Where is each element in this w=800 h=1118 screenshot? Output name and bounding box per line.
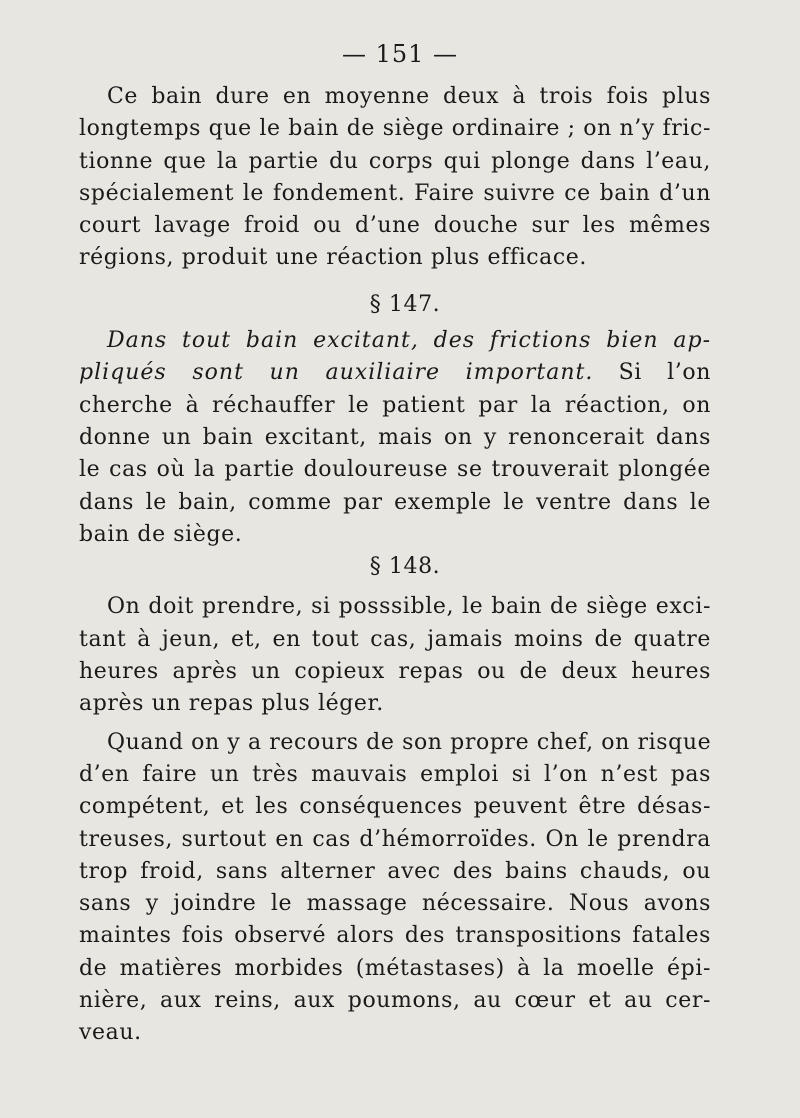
italic-text: Dans tout bain excitant, des frictions bien ap- <box>107 328 711 354</box>
text-line: tionne que la partie du corps qui plonge dans l’eau, <box>79 148 711 174</box>
text-line: spécialement le fondement. Faire suivre ce bain d’un <box>79 180 711 206</box>
text-line: On doit prendre, si posssible, le bain de siège exci- <box>107 594 711 620</box>
text-line: maintes fois observé alors des transpositions fatales <box>79 923 711 949</box>
text-line <box>79 357 711 389</box>
italic-text: pliqués sont un auxiliaire important. <box>79 360 594 386</box>
page-body <box>79 81 711 1050</box>
text-line: sans y joindre le massage nécessaire. Nous avons <box>79 891 711 917</box>
text-line: tant à jeun, et, en tout cas, jamais moins de quatre <box>79 626 711 652</box>
paragraph-1 <box>79 81 711 275</box>
paragraph-4 <box>79 727 711 1050</box>
text-line: bain de siège. <box>79 521 243 547</box>
text-run: Si l’on <box>618 360 712 386</box>
text-line: Ce bain dure en moyenne deux à trois fois plus <box>107 84 711 109</box>
text-line: heures après un copieux repas ou de deux heures <box>79 659 711 685</box>
text-line: le cas où la partie douloureuse se trouverait plongée <box>79 457 711 483</box>
text-line: d’en faire un très mauvais emploi si l’on n’est pas <box>79 761 711 787</box>
text-line: trop froid, sans alterner avec des bains chauds, ou <box>79 858 711 884</box>
text-line: longtemps que le bain de siège ordinaire ; on n’y fric- <box>79 116 711 142</box>
paragraph-2 <box>79 325 711 551</box>
section-heading-148: § 148. <box>369 554 441 580</box>
text-line: donne un bain excitant, mais on y renoncerait dans <box>79 424 711 450</box>
text-line: compétent, et les conséquences peuvent être désas- <box>79 794 711 820</box>
text-line <box>79 325 711 357</box>
section-heading-147: § 147. <box>369 291 441 317</box>
paragraph-3 <box>79 591 711 720</box>
text-line: après un repas plus léger. <box>79 691 384 717</box>
text-line: treuses, surtout en cas d’hémorroïdes. On le prendra <box>79 826 711 852</box>
text-line: Quand on y a recours de son propre chef, on risque <box>107 729 712 755</box>
text-line: régions, produit une réaction plus efficace. <box>79 245 588 271</box>
text-line: court lavage froid ou d’une douche sur les mêmes <box>79 213 711 239</box>
text-line: veau. <box>79 1020 142 1046</box>
page-number: — 151 — <box>341 40 459 68</box>
text-line: dans le bain, comme par exemple le ventre dans le <box>79 489 711 515</box>
text-line: cherche à réchauffer le patient par la réaction, on <box>79 392 711 418</box>
text-line: nière, aux reins, aux poumons, au cœur et au cer- <box>79 988 711 1014</box>
text-line: de matières morbides (métastases) à la moelle épi- <box>79 955 711 981</box>
